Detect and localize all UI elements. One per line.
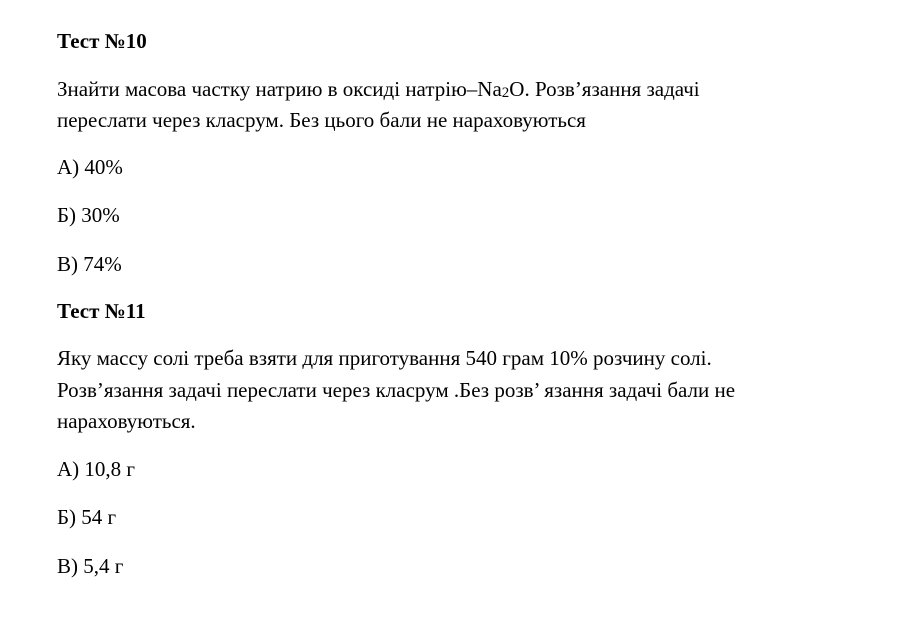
formula-subscript: 2 (501, 85, 510, 101)
test-11-question-line-1: Яку массу солі треба взяти для приготування 540 грам 10% розчину солі. (57, 346, 712, 370)
test-10-title: Тест №10 (57, 29, 147, 53)
test-11-option-a: А) 10,8 г (57, 457, 136, 481)
test-11-question-line-3: нараховуються. (57, 409, 196, 433)
test-10-question-line-2: переслати через класрум. Без цього бали не нараховуються (57, 108, 586, 132)
test-11-question-line-2: Розв’язання задачі переслати через класрум .Без розв’ язання задачі бали не (57, 378, 736, 402)
test-10-option-c: В) 74% (57, 252, 122, 276)
test-11-title: Тест №11 (57, 299, 146, 323)
test-11-option-b: Б) 54 г (57, 505, 117, 529)
test-10-question-line-1 (57, 76, 700, 105)
test-10-option-a: А) 40% (57, 155, 123, 179)
test-10-question-text: Знайти масова частку натрию в оксиді натрію–Na (57, 77, 502, 101)
test-10-option-b: Б) 30% (57, 203, 120, 227)
test-11-option-c: В) 5,4 г (57, 554, 124, 578)
test-10-question-text-cont: O. Розв’язання задачі (509, 77, 700, 101)
